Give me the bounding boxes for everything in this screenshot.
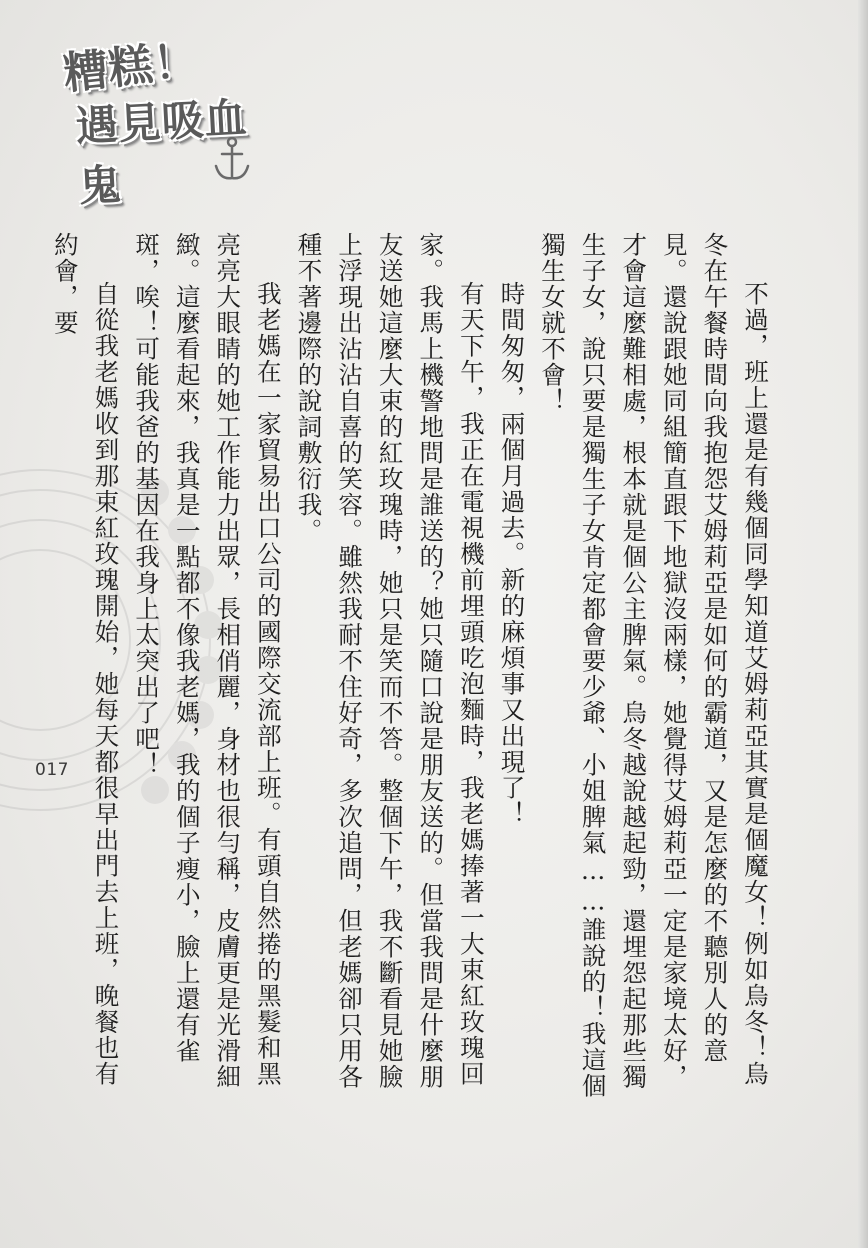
- paragraph-1: 不過，班上還是有幾個同學知道艾姆莉亞其實是個魔女！例如烏冬！烏冬在午餐時間向我抱怨艾姆莉亞是如何的霸道，又是怎麼的不聽別人的意見。還說跟她同組簡直跟下地獄沒兩樣，她覺得艾姆莉亞一定是家境太好，才會這麼難相處，根本就是個公主脾氣。烏冬越說越起勁，還埋怨起那些獨生子女，說只要是獨生子女肯定都會要少爺、小姐脾氣……誰說的！我這個獨生女就不會！: [538, 232, 770, 1099]
- paragraph-4: 我老媽在一家貿易出口公司的國際交流部上班。有頭自然捲的黑髮和黑亮亮大眼睛的她工作能力出眾，長相俏麗，身材也很勻稱，皮膚更是光滑細緻。這麼看起來，我真是一點都不像我老媽，我的個子瘦小，臉上還有雀斑，唉！可能我爸的基因在我身上太突出了吧！: [132, 232, 283, 1090]
- page-edge: [858, 0, 868, 1248]
- book-title-logo: [48, 34, 288, 211]
- anchor-icon: [198, 134, 258, 184]
- title-line-1: 糟糕！: [61, 34, 201, 100]
- paragraph-3: 有天下午，我正在電視機前埋頭吃泡麵時，我老媽捧著一大束紅玫瑰回家。我馬上機警地問是誰送的？她只隨口說是朋友送的。但當我問是什麼朋友送她這麼大束的紅玫瑰時，她只是笑而不答。整個下午，我不斷看見她臉上浮現出沾沾自喜的笑容。雖然我耐不住好奇，多次追問，但老媽卻只用各種不著邊際的說詞敷衍我。: [294, 232, 486, 1090]
- page-number: 017: [35, 760, 69, 780]
- paragraph-5: 自從我老媽收到那束紅玫瑰開始，她每天都很早出門去上班，晚餐也有約會，要: [50, 232, 121, 1087]
- paragraph-2: 時間匆匆，兩個月過去。新的麻煩事又出現了！: [497, 281, 527, 827]
- title-line-2: 遇見吸血鬼: [74, 92, 249, 211]
